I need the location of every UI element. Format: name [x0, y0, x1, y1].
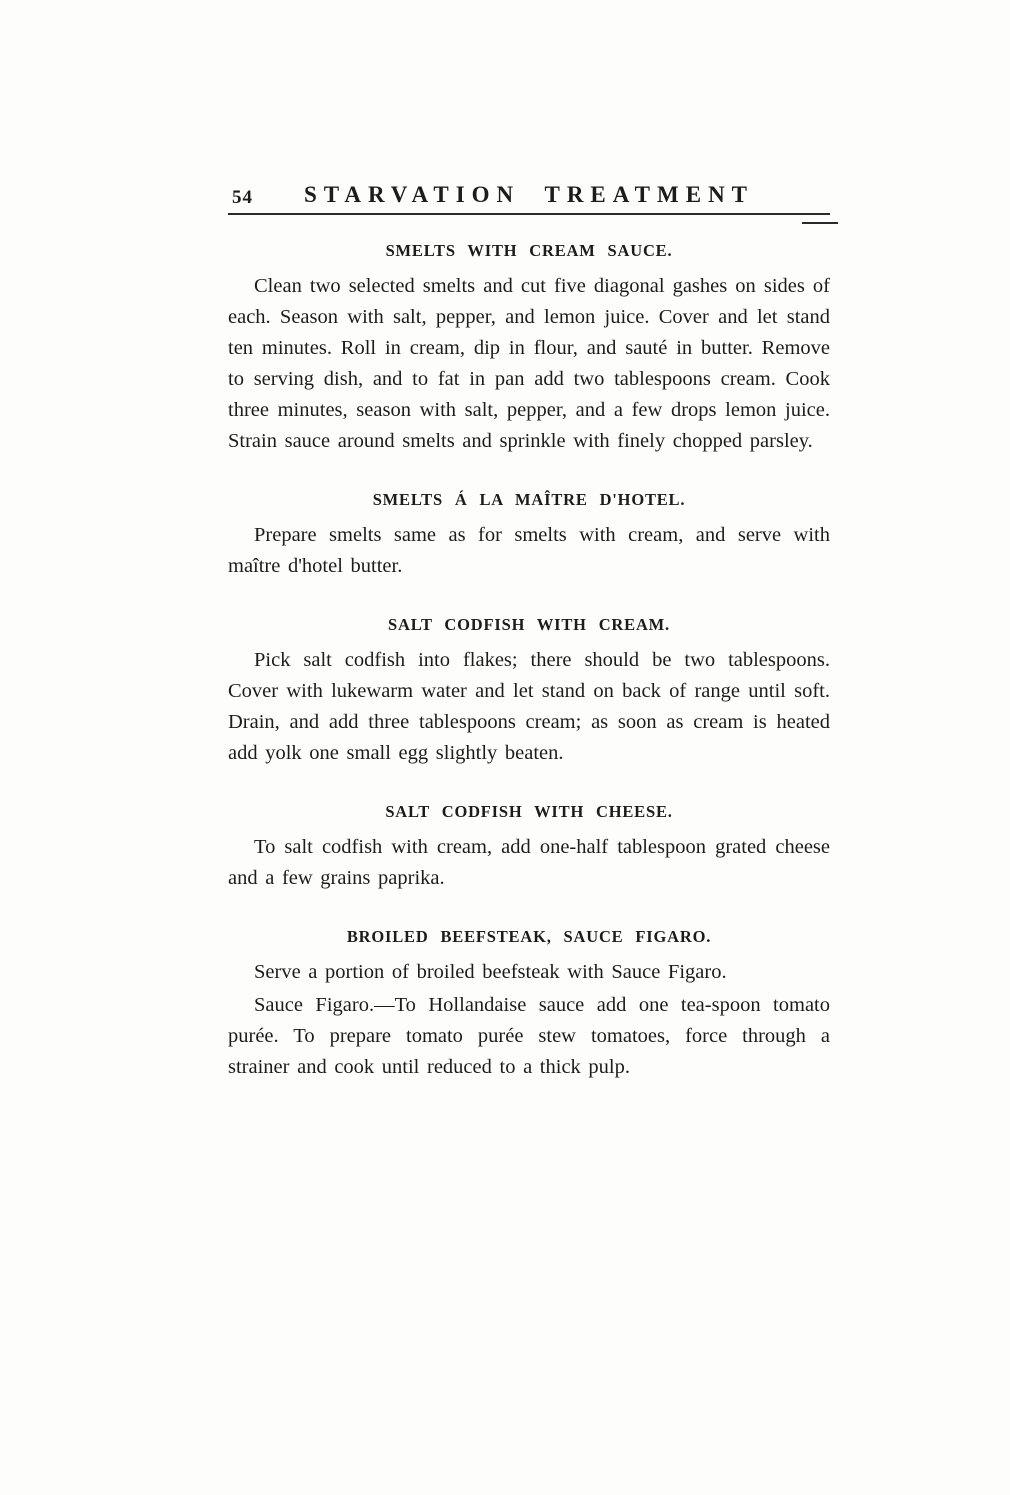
section-heading: SMELTS WITH CREAM SAUCE.: [385, 241, 673, 260]
recipe-section: [228, 615, 830, 769]
recipe-section: [228, 490, 830, 582]
page-content: [228, 182, 830, 1083]
recipe-section: [228, 802, 830, 894]
recipe-paragraph: Prepare smelts same as for smelts with cream, and serve with maître d'hotel butter.: [228, 524, 830, 577]
page-title: STARVATION TREATMENT: [303, 182, 755, 207]
recipe-paragraph: Serve a portion of broiled beefsteak with Sauce Figaro.: [254, 961, 727, 983]
recipe-paragraph: Sauce Figaro.—To Hollandaise sauce add one tea-spoon tomato purée. To prepare tomato purée stew tomatoes, force through a strainer and cook until reduced to a thick pulp.: [228, 994, 830, 1078]
recipe-paragraph: To salt codfish with cream, add one-half tablespoon grated cheese and a few grains paprika.: [228, 836, 830, 889]
rule-dash: [802, 222, 838, 224]
page-number: 54: [232, 187, 253, 208]
section-heading: SALT CODFISH WITH CREAM.: [388, 615, 670, 634]
recipe-paragraph: Clean two selected smelts and cut five diagonal gashes on sides of each. Season with salt, pepper, and lemon juice. Cover and let stand ten minutes. Roll in cream, dip in flour, and sauté in butter. Remove to serving dish, and to fat in pan add two tablespoons cream. Cook three minutes, season with salt, pepper, and a few drops lemon juice. Strain sauce around smelts and sprinkle with finely chopped parsley.: [228, 275, 830, 452]
section-heading: BROILED BEEFSTEAK, SAUCE FIGARO.: [346, 927, 712, 946]
header-rule: [228, 213, 830, 215]
recipe-section: [228, 241, 830, 457]
recipe-paragraph: Pick salt codfish into flakes; there should be two tablespoons. Cover with lukewarm water and let stand on back of range until soft. Drain, and add three tablespoons cream; as soon as cream is heated add yolk one small egg slightly beaten.: [228, 649, 830, 764]
recipe-section: [228, 927, 830, 1083]
section-heading: SALT CODFISH WITH CHEESE.: [385, 802, 673, 821]
section-heading: SMELTS Á LA MAÎTRE D'HOTEL.: [372, 490, 686, 509]
page-body: [228, 241, 830, 1083]
running-header: [228, 182, 830, 214]
